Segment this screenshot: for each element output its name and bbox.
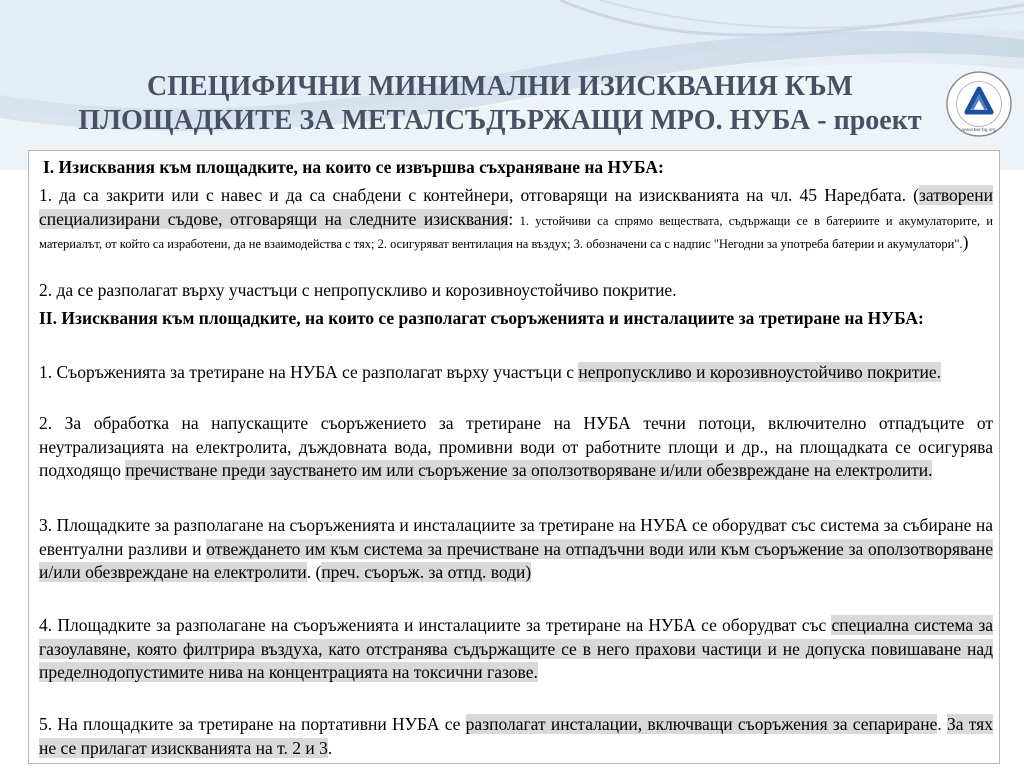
highlight-text: непропускливо и корозивноустойчиво покритие. (578, 362, 942, 382)
item-mid: . (937, 714, 948, 734)
note-text: преч. съоръж. за отпд. води) (321, 562, 532, 582)
item-text: 2. За обработка на напускащите съоръжението за третиране на НУБА течни потоци, включително отпадъците от неутрализацията на електролита, дъждовната вода, промивни води от работните площи и др., на площадката се осигурява подходящо (39, 413, 993, 480)
item-text: 4. Площадките за разполагане на съоръженията и инсталациите за третиране на НУБА се оборудват със (39, 615, 832, 635)
section-2-item-1 (39, 361, 993, 385)
highlight-text: затворени специализирани съдове, отговарящи на следните изисквания (39, 185, 993, 229)
bar-association-logo (945, 70, 1013, 138)
item-close-paren: ) (962, 232, 969, 252)
section-1-item-1 (39, 184, 993, 255)
section-2-item-2 (39, 412, 993, 483)
item-number: 1. (39, 185, 53, 205)
item-text: Съоръженията за третиране на НУБА се разполагат върху участъци с (52, 362, 579, 382)
highlight-text: отвеждането им към система за пречистване на отпадъчни води или към съоръжение за оползотворяване и/или обезвреждане на електролити (39, 538, 993, 582)
item-colon: : (508, 208, 514, 229)
section-2-item-5 (39, 713, 993, 760)
highlight-text-1: разполагат инсталации, включващи съоръжения за сепариране (465, 714, 938, 734)
item-text: 5. На площадките за третиране на портативни НУБА се (39, 714, 466, 734)
item-number: 1. (39, 362, 53, 382)
section-1-item-2: 2. да се разполагат върху участъци с непропускливо и корозивноустойчиво покритие. (39, 280, 677, 300)
item-small-text: 1. устойчиви са спрямо веществата, съдържащи се в батериите и акумулаторите, и материалът, от който са изработени, да не взаимодейства с тях; 2. осигуряват вентилация на въздух; 3. обозначени са с надпис "Негодни за употреба батерии и акумулатори". (39, 213, 993, 251)
highlight-text: специална система за газоулавяне, която филтрира въздуха, като отстранява съдържащите се в него прахови частици и не допуска повишаване над пределнодопустимите нива на концентрацията на токсични газове. (39, 615, 994, 682)
section-2-item-4 (39, 614, 993, 685)
highlight-text-2: За тях не се прилагат изискванията на т. 2 и 3 (39, 714, 993, 758)
section-1-heading: I. Изисквания към площадките, на които се извършва съхраняване на НУБА: (43, 157, 664, 177)
item-text: 3. Площадките за разполагане на съоръженията и инсталациите за третиране на НУБА се оборудват със система за събиране на евентуални разливи и (39, 515, 993, 559)
item-text: да са закрити или с навес и да са снабдени с контейнери, отговарящи на изискванията на чл. 45 Наредбата. ( (52, 185, 919, 205)
title-line-2: ПЛОЩАДКИТЕ ЗА МЕТАЛСЪДЪРЖАЩИ МРО. НУБА - проект (78, 105, 922, 136)
logo-url: www.bar-bg.org (962, 128, 996, 134)
section-2-heading: II. Изисквания към площадките, на които се разполагат съоръженията и инсталациите за третиране на НУБА: (39, 308, 924, 328)
item-end: . (327, 737, 333, 758)
page-title (60, 70, 940, 138)
item-after: . ( (306, 562, 322, 582)
section-2-item-3 (39, 514, 993, 585)
content-panel (28, 150, 1000, 764)
title-line-1: СПЕЦИФИЧНИ МИНИМАЛНИ ИЗИСКВАНИЯ КЪМ (147, 71, 853, 102)
highlight-text: пречистване преди заустването им или съоръжение за оползотворяване и/или обезвреждане на електролити. (125, 460, 933, 480)
